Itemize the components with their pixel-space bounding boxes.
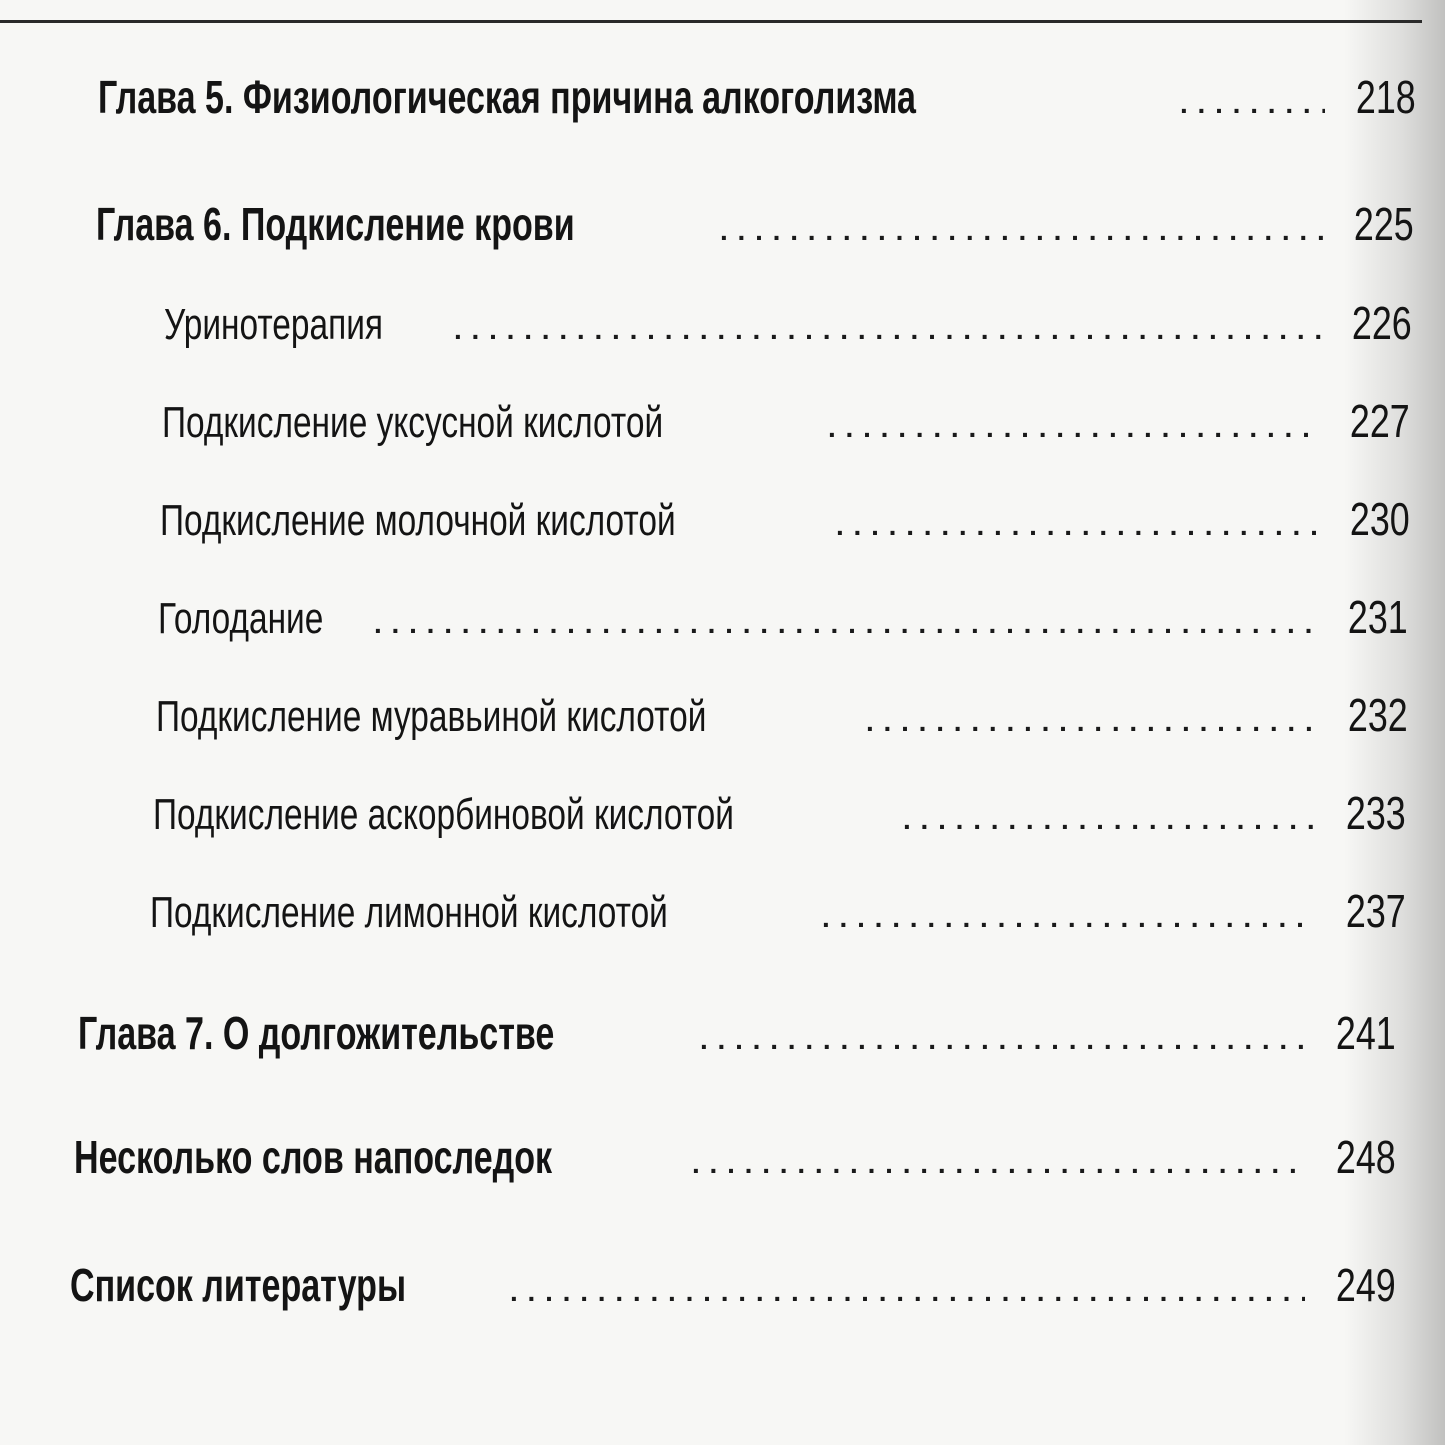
toc-entry-section — [158, 590, 1408, 644]
toc-entry-section — [160, 492, 1410, 546]
toc-entry-title: Голодание — [158, 594, 324, 643]
toc-entry-title: Глава 7. О долгожительстве — [78, 1007, 555, 1059]
toc-entry-chapter-5 — [98, 70, 1416, 124]
toc-entry-section — [162, 394, 1410, 448]
toc-entry-title: Подкисление молочной кислотой — [160, 496, 676, 545]
toc-entry-page-number: 232 — [1348, 689, 1408, 741]
dot-leader — [836, 510, 1319, 542]
toc-entry-chapter-7 — [78, 1006, 1396, 1060]
toc-entry-title: Подкисление лимонной кислотой — [150, 888, 668, 937]
dot-leader — [1180, 88, 1325, 120]
dot-leader — [510, 1276, 1305, 1308]
dot-leader — [374, 608, 1317, 640]
dot-leader — [903, 804, 1315, 836]
toc-entry-title: Подкисление муравьиной кислотой — [156, 692, 707, 741]
toc-entry-page-number: 225 — [1354, 198, 1414, 250]
toc-entry-title: Уринотерапия — [164, 300, 383, 349]
dot-leader — [866, 706, 1317, 738]
toc-entry-title: Несколько слов напоследок — [74, 1131, 553, 1183]
toc-entry-section — [153, 786, 1406, 840]
toc-entry-title: Глава 5. Физиологическая причина алкоголизма — [98, 71, 917, 123]
dot-leader — [692, 1148, 1305, 1180]
toc-entry-page-number: 248 — [1336, 1131, 1396, 1183]
toc-entry-title: Подкисление аскорбиновой кислотой — [153, 790, 734, 839]
toc-entry-section — [156, 688, 1408, 742]
top-rule — [0, 20, 1422, 23]
dot-leader — [720, 215, 1323, 247]
toc-entry-title: Подкисление уксусной кислотой — [162, 398, 664, 447]
toc-entry-title: Список литературы — [70, 1259, 407, 1311]
toc-entry-section — [164, 296, 1412, 350]
toc-entry-bibliography — [70, 1258, 1396, 1312]
toc-entry-page-number: 237 — [1346, 885, 1406, 937]
toc-entry-section — [150, 884, 1406, 938]
dot-leader — [454, 314, 1321, 346]
dot-leader — [700, 1024, 1305, 1056]
toc-entry-page-number: 231 — [1348, 591, 1408, 643]
toc-entry-page-number: 230 — [1350, 493, 1410, 545]
toc-entry-page-number: 218 — [1356, 71, 1416, 123]
toc-entry-chapter-6 — [96, 197, 1414, 251]
dot-leader — [822, 902, 1315, 934]
toc-entry-page-number: 249 — [1336, 1259, 1396, 1311]
toc-entry-page-number: 227 — [1350, 395, 1410, 447]
toc-entry-title: Глава 6. Подкисление крови — [96, 198, 575, 250]
dot-leader — [828, 412, 1319, 444]
toc-entry-page-number: 226 — [1352, 297, 1412, 349]
toc-entry-page-number: 233 — [1346, 787, 1406, 839]
toc-entry-afterword — [74, 1130, 1396, 1184]
toc-entry-page-number: 241 — [1336, 1007, 1396, 1059]
